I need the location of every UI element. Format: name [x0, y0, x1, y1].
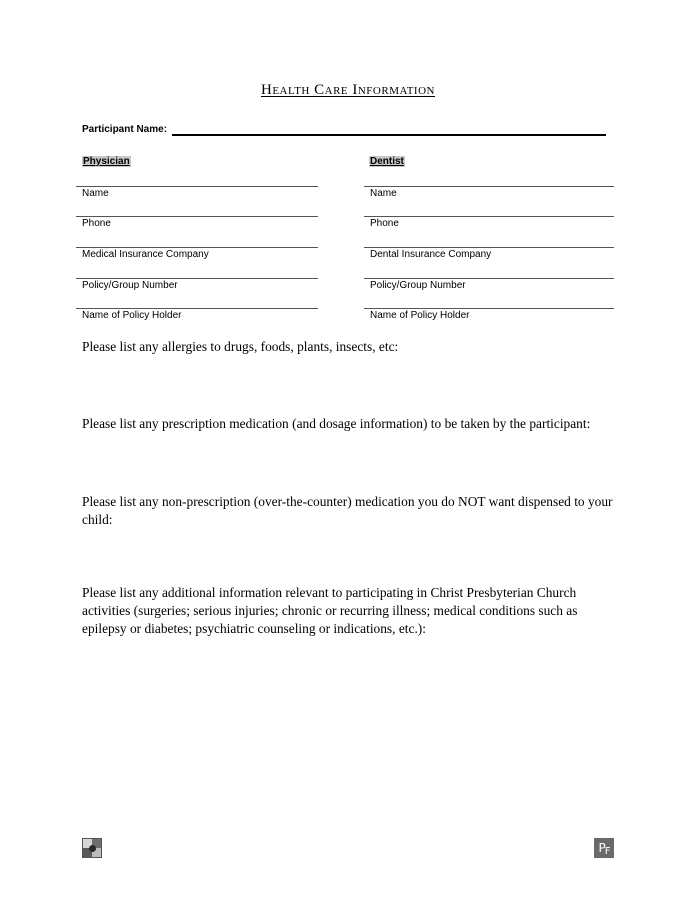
dentist-policy-number-label: Policy/Group Number: [370, 280, 466, 291]
participant-name-field[interactable]: [172, 134, 606, 136]
physician-name-field[interactable]: [76, 186, 318, 187]
physician-phone-label: Phone: [82, 218, 111, 229]
dentist-policy-holder-field[interactable]: [364, 308, 614, 309]
physician-phone-field[interactable]: [76, 216, 318, 217]
pf-logo-icon: $P_F$: [594, 838, 614, 858]
medical-insurance-field[interactable]: [76, 247, 318, 248]
non-prescription-medication-question: Please list any non-prescription (over-the-counter) medication you do NOT want dispensed to your child:: [82, 494, 613, 527]
participant-name-label: Participant Name:: [82, 124, 168, 135]
dentist-phone-field[interactable]: [364, 216, 614, 217]
dentist-policy-holder-label: Name of Policy Holder: [370, 310, 470, 321]
form-title: Health Care Information: [261, 82, 435, 98]
physician-name-label: Name: [82, 188, 109, 199]
medical-insurance-label: Medical Insurance Company: [82, 249, 209, 260]
dental-insurance-field[interactable]: [364, 247, 614, 248]
physician-policy-holder-label: Name of Policy Holder: [82, 310, 182, 321]
dentist-name-field[interactable]: [364, 186, 614, 187]
dentist-policy-number-field[interactable]: [364, 278, 614, 279]
dental-insurance-label: Dental Insurance Company: [370, 249, 492, 260]
dentist-name-label: Name: [370, 188, 397, 199]
physician-policy-number-label: Policy/Group Number: [82, 280, 178, 291]
physician-policy-number-field[interactable]: [76, 278, 318, 279]
physician-header: Physician: [83, 156, 130, 167]
additional-information-question: Please list any additional information relevant to participating in Christ Presbyterian Church activities (surgeries; serious injuries; chronic or recurring illness; medical conditions such as epilepsy or diabetes; psychiatric counseling or indications, etc.):: [82, 585, 578, 636]
dentist-header: Dentist: [370, 156, 404, 167]
qr-code-icon: [82, 838, 102, 858]
prescription-medication-question: Please list any prescription medication (and dosage information) to be taken by the participant:: [82, 416, 591, 431]
physician-policy-holder-field[interactable]: [76, 308, 318, 309]
allergies-question: Please list any allergies to drugs, foods, plants, insects, etc:: [82, 339, 399, 354]
dentist-phone-label: Phone: [370, 218, 399, 229]
